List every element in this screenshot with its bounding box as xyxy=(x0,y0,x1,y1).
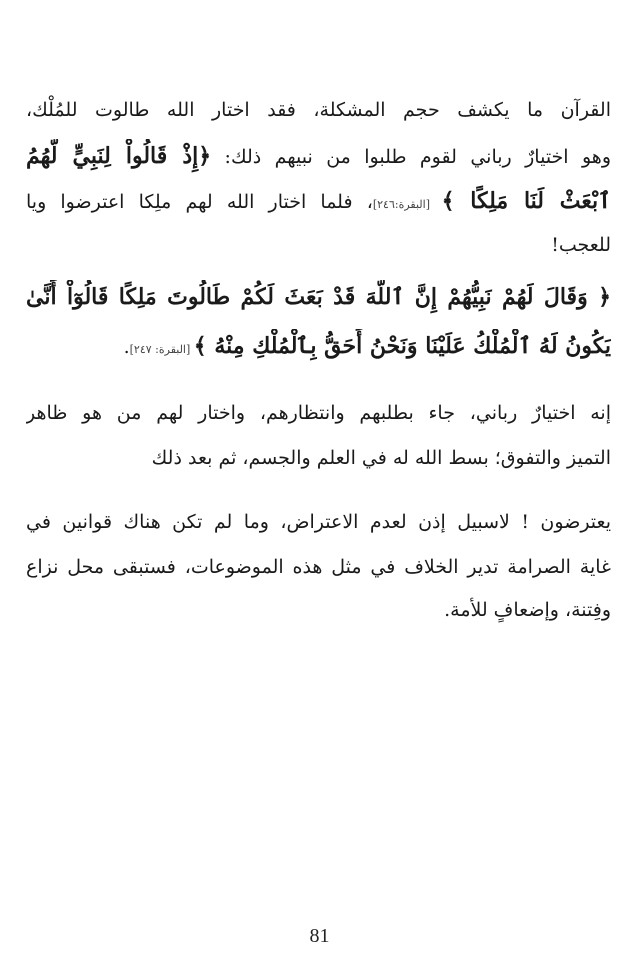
paragraph-2-line-1: إنه اختيارٌ رباني، جاء بطلبهم وانتظارهم، واختار لهم من هو ظاهر xyxy=(26,402,611,424)
paragraph-1-line-3-text: ، فلما اختار الله لهم ملِكا اعترضوا ويا xyxy=(26,191,373,213)
quote-verse-reference: [البقرة: ٢٤٧] xyxy=(129,343,194,356)
quran-quote-line-1: ﴿ وَقَالَ لَهُمْ نَبِيُّهُمْ إِنَّ ٱللَّهَ قَدْ بَعَثَ لَكُمْ طَالُوتَ مَلِكًا قَالُوٓاْ أَنَّىٰ xyxy=(26,284,611,310)
quote-end-period: . xyxy=(123,336,130,358)
quran-verse-inline: ﴿إِذْ قَالُواْ لِنَبِيٍّ لَّهُمُ xyxy=(26,143,212,169)
quran-quote-line-2 xyxy=(26,329,611,369)
paragraph-1-line-3 xyxy=(26,184,611,224)
paragraph-1-line-2 xyxy=(26,139,611,179)
paragraph-2-line-2: التميز والتفوق؛ بسط الله له في العلم والجسم، ثم بعد ذلك xyxy=(151,447,611,469)
paragraph-1-line-4: للعجب! xyxy=(551,234,611,256)
quran-quote-line-2-verse: يَكُونُ لَهُ ٱلْمُلْكُ عَلَيْنَا وَنَحْنُ أَحَقُّ بِٱلْمُلْكِ مِنْهُ ﴾ xyxy=(193,333,611,359)
paragraph-3-line-2: غاية الصرامة تدير الخلاف في مثل هذه الموضوعات، فستبقى محل نزاع xyxy=(26,556,611,578)
paragraph-1-line-2-text: وهو اختيارٌ رباني لقوم طلبوا من نبيهم ذلك: xyxy=(211,146,611,168)
paragraph-1-line-1: القرآن ما يكشف حجم المشكلة، فقد اختار الله طالوت للمُلْك، xyxy=(26,99,611,121)
page-number: 81 xyxy=(309,925,330,947)
quran-verse-inline-end: ٱبْعَثْ لَنَا مَلِكًا ﴾ xyxy=(441,188,611,214)
paragraph-3-line-3: وفِتنة، وإضعافٍ للأمة. xyxy=(444,599,611,621)
verse-reference: [البقرة:٢٤٦] xyxy=(372,198,442,211)
paragraph-3-line-1: يعترضون ! لاسبيل إذن لعدم الاعتراض، وما لم تكن هناك قوانين في xyxy=(26,511,611,533)
